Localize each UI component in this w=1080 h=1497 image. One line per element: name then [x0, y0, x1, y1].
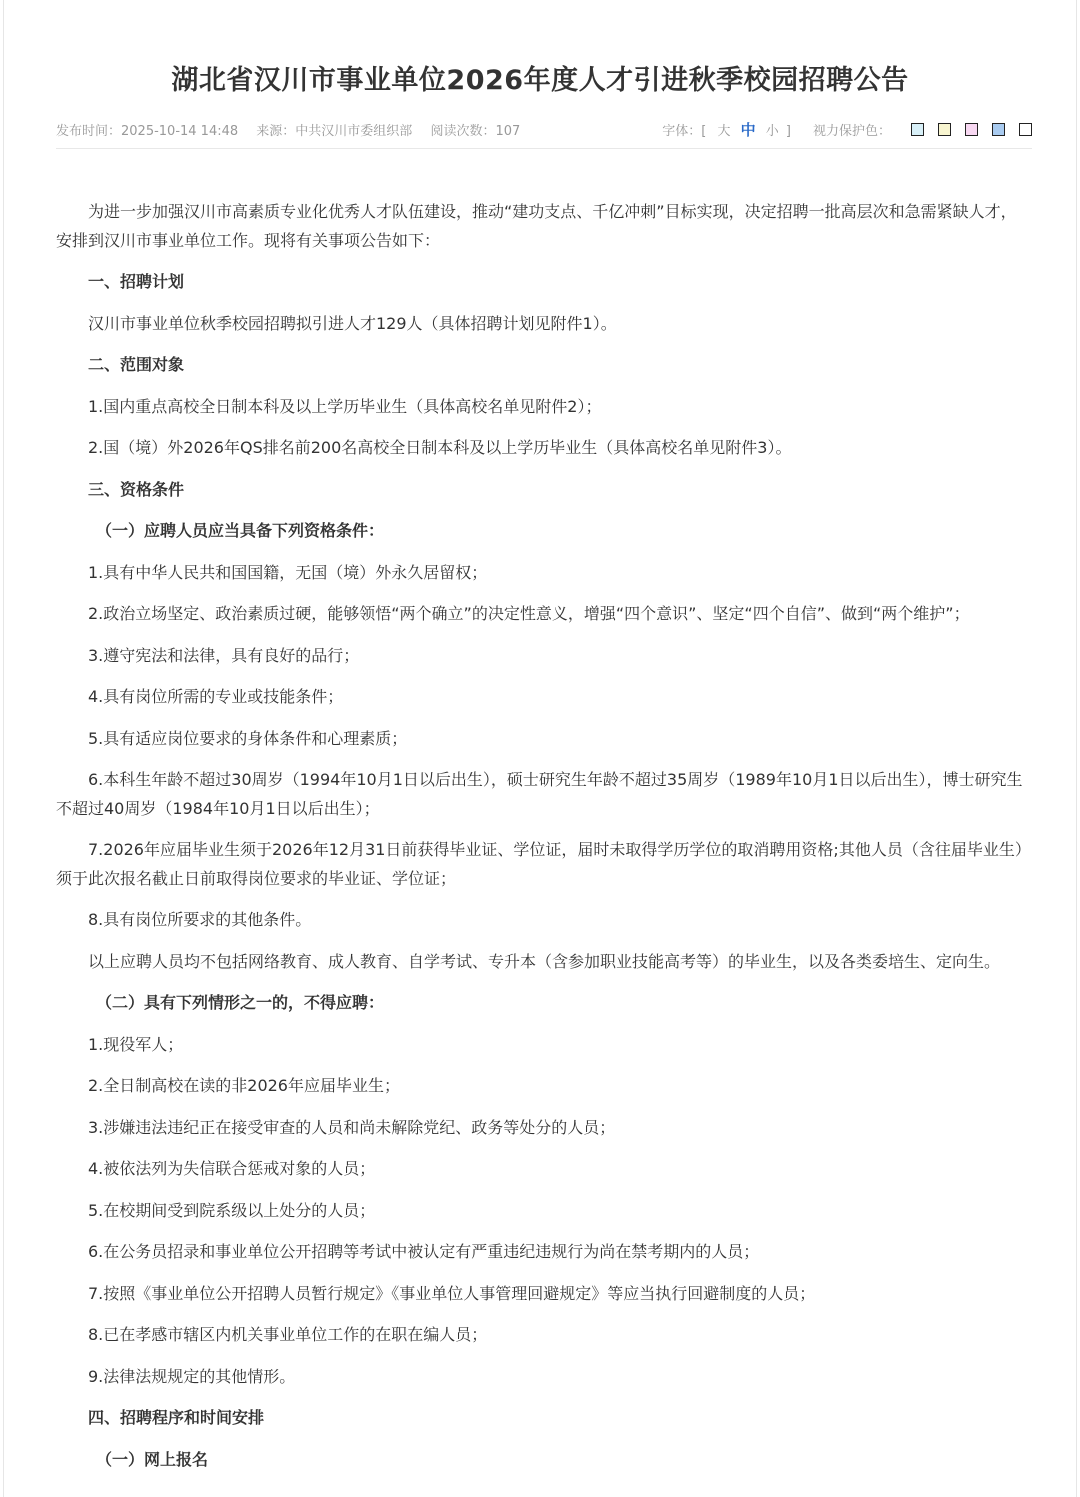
list-item: 2.政治立场坚定、政治素质过硬，能够领悟“两个确立”的决定性意义，增强“四个意识”、坚定“四个自信”、做到“两个维护”；: [88, 604, 970, 623]
list-item: 7.2026年应届毕业生须于2026年12月31日前获得毕业证、学位证，届时未取得学历学位的取消聘用资格;其他人员（含往届毕业生）须于此次报名截止日前取得岗位要求的毕业证、学位证；: [56, 840, 1023, 888]
font-size-control: [662, 119, 791, 140]
list-item: 4.被依法列为失信联合惩戒对象的人员；: [88, 1159, 376, 1178]
list-item: 3.遵守宪法和法律，具有良好的品行；: [88, 645, 360, 665]
article-meta-bar: [56, 118, 1032, 149]
list-item: 8.已在孝感市辖区内机关事业单位工作的在职在编人员；: [88, 1325, 488, 1344]
reading-tools: [662, 119, 1032, 140]
eye-care-swatch-pink[interactable]: [965, 123, 978, 136]
paragraph: 汉川市事业单位秋季校园招聘拟引进人才129人（具体招聘计划见附件1）。: [88, 313, 617, 333]
page-border-right: [1076, 0, 1077, 1497]
font-size-label: 字体：[: [662, 124, 707, 139]
section-heading-1: 一、招聘计划: [88, 272, 185, 291]
source: 来源：中共汉川市委组织部: [256, 124, 413, 139]
list-item: 4.具有岗位所需的专业或技能条件；: [88, 687, 344, 706]
list-item: 6.在公务员招录和事业单位公开招聘等考试中被认定有严重违纪违规行为尚在禁考期内的人员；: [88, 1242, 760, 1261]
font-medium-button[interactable]: 中: [740, 121, 756, 139]
eye-care-control: [813, 120, 1032, 139]
eye-care-swatch-sky[interactable]: [992, 123, 1005, 136]
section-heading-2: 二、范围对象: [88, 355, 185, 374]
eye-care-swatch-white[interactable]: [1019, 123, 1032, 136]
list-item: 1.具有中华人民共和国国籍，无国（境）外永久居留权；: [88, 562, 488, 582]
subsection-heading: （二）具有下列情形之一的，不得应聘：: [96, 993, 385, 1012]
list-item: 2.全日制高校在读的非2026年应届毕业生；: [88, 1076, 400, 1095]
section-heading-3: 三、资格条件: [88, 479, 185, 499]
subsection-heading: （一）应聘人员应当具备下列资格条件：: [96, 521, 385, 540]
list-item: 1.现役军人；: [88, 1034, 184, 1054]
subsection-heading: （一）网上报名: [96, 1449, 209, 1469]
page-title: 湖北省汉川市事业单位2026年度人才引进秋季校园招聘公告: [171, 65, 909, 97]
list-item: 6.本科生年龄不超过30周岁（1994年10月1日以后出生），硕士研究生年龄不超过35周岁（1989年10月1日以后出生），博士研究生不超过40周岁（1984年10月1日以后出生）；: [56, 770, 1023, 818]
list-item: 3.涉嫌违法违纪正在接受审查的人员和尚未解除党纪、政务等处分的人员；: [88, 1117, 616, 1137]
eye-care-swatch-blue[interactable]: [911, 123, 924, 136]
paragraph: 以上应聘人员均不包括网络教育、成人教育、自学考试、专升本（含参加职业技能高考等）的毕业生，以及各类委培生、定向生。: [88, 951, 1001, 971]
page-border-left: [3, 0, 4, 1497]
list-item: 8.具有岗位所要求的其他条件。: [88, 910, 312, 929]
list-item: 1.国内重点高校全日制本科及以上学历毕业生（具体高校名单见附件2）；: [88, 396, 602, 416]
view-count: 阅读次数：107: [430, 124, 521, 139]
publish-time: 发布时间：2025-10-14 14:48: [56, 124, 239, 139]
list-item: 5.具有适应岗位要求的身体条件和心理素质；: [88, 728, 408, 748]
font-size-bracket: ]: [785, 124, 791, 139]
eye-care-swatch-yellow[interactable]: [938, 123, 951, 136]
font-small-button[interactable]: 小: [765, 124, 779, 139]
list-item: 5.在校期间受到院系级以上处分的人员；: [88, 1200, 376, 1220]
font-large-button[interactable]: 大: [717, 124, 731, 139]
article-body: [56, 198, 1030, 1474]
section-heading-4: 四、招聘程序和时间安排: [88, 1408, 265, 1427]
list-item: 2.国（境）外2026年QS排名前200名高校全日制本科及以上学历毕业生（具体高校名单见附件3）。: [88, 438, 792, 457]
list-item: 9.法律法规规定的其他情形。: [88, 1366, 296, 1386]
list-item: 7.按照《事业单位公开招聘人员暂行规定》《事业单位人事管理回避规定》等应当执行回避制度的人员；: [88, 1283, 816, 1303]
article-meta-info: [56, 120, 534, 139]
intro-paragraph: 为进一步加强汉川市高素质专业化优秀人才队伍建设，推动“建功支点、千亿冲刺”目标实现，决定招聘一批高层次和急需紧缺人才，安排到汉川市事业单位工作。现将有关事项公告如下：: [56, 202, 1017, 250]
eye-care-label: 视力保护色：: [812, 124, 891, 139]
